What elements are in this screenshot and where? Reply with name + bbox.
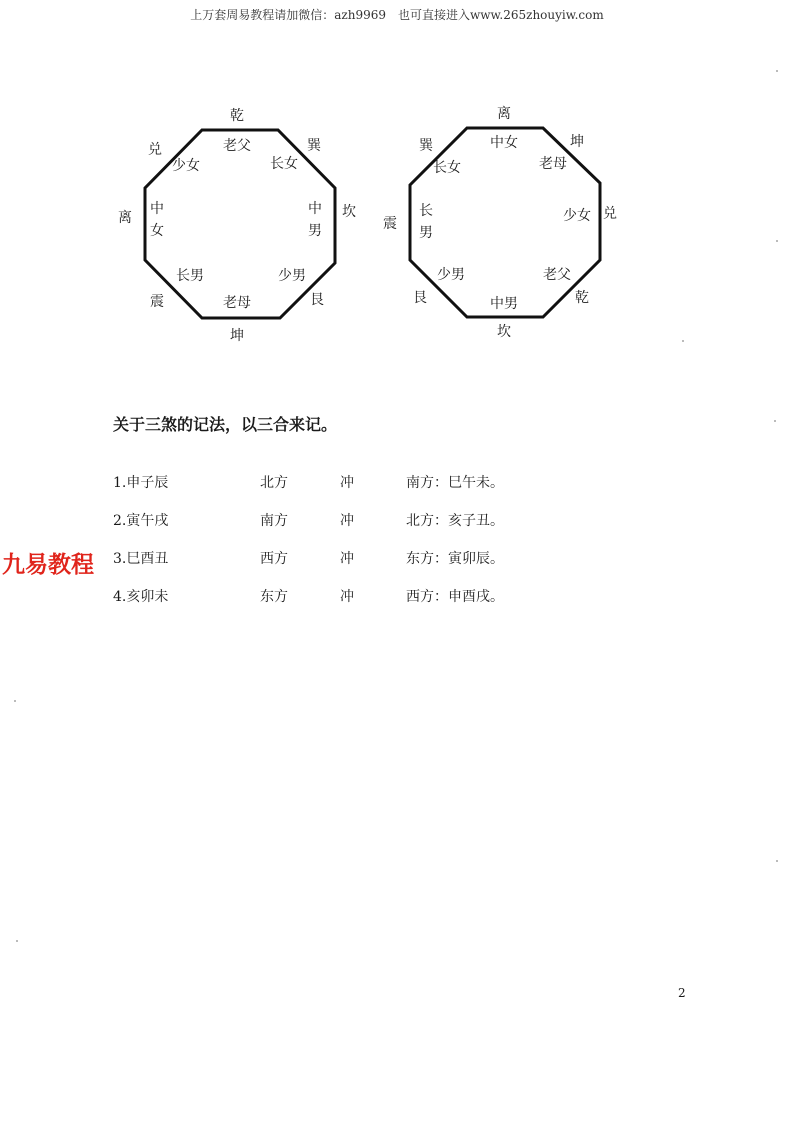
- clash: 冲: [340, 475, 354, 491]
- direction: 东方: [260, 589, 288, 605]
- trigram-bottom-left: 震: [150, 294, 164, 310]
- result: 南方：巳午未。: [406, 475, 504, 491]
- trigram-bottom: 坎: [497, 324, 511, 340]
- trigram-left: 震: [383, 216, 397, 232]
- trigram-top-right: 巽: [307, 138, 321, 154]
- family-right: 中男: [308, 201, 322, 239]
- family-bottom-left: 长男: [176, 268, 204, 284]
- scan-speck: [774, 420, 776, 422]
- list-item: [113, 548, 633, 568]
- trigram-top-left: 兑: [148, 142, 162, 158]
- trigram-left: 离: [118, 210, 132, 226]
- family-right: 少女: [563, 208, 591, 224]
- trigram-top: 离: [497, 106, 511, 122]
- page-number: 2: [678, 986, 686, 1000]
- trigram-bottom: 坤: [230, 328, 244, 344]
- combo: 1.申子辰: [113, 475, 169, 491]
- scan-speck: [14, 700, 16, 702]
- trigram-top: 乾: [230, 108, 244, 124]
- family-bottom-right: 少男: [278, 268, 306, 284]
- scan-speck: [16, 940, 18, 942]
- scan-speck: [776, 240, 778, 242]
- clash: 冲: [340, 589, 354, 605]
- bagua-diagram-left: [110, 100, 370, 350]
- family-bottom-right: 老父: [543, 267, 571, 283]
- family-top-left: 长女: [433, 160, 461, 176]
- family-bottom: 中男: [490, 296, 518, 312]
- watermark-logo: 九易教程: [2, 552, 94, 578]
- trigram-bottom-right: 艮: [310, 292, 324, 308]
- scan-speck: [682, 340, 684, 342]
- scan-speck: [776, 70, 778, 72]
- list-item: [113, 510, 633, 530]
- direction: 南方: [260, 513, 288, 529]
- direction: 西方: [260, 551, 288, 567]
- result: 东方：寅卯辰。: [406, 551, 504, 567]
- clash: 冲: [340, 513, 354, 529]
- combo: 2.寅午戌: [113, 513, 169, 529]
- family-top-right: 老母: [539, 156, 567, 172]
- list-item: [113, 472, 633, 492]
- result: 北方：亥子丑。: [406, 513, 504, 529]
- list-item: [113, 586, 633, 606]
- trigram-bottom-right: 乾: [575, 290, 589, 306]
- family-left: 长男: [419, 203, 433, 241]
- family-bottom: 老母: [223, 295, 251, 311]
- family-left: 中女: [150, 201, 164, 239]
- trigram-right: 坎: [342, 204, 356, 220]
- section-title: 关于三煞的记法，以三合来记。: [113, 415, 338, 434]
- combo: 4.亥卯未: [113, 589, 169, 605]
- scan-speck: [776, 860, 778, 862]
- page-header: 上万套周易教程请加微信：azh9969 也可直接进入www.265zhouyiw.com: [190, 8, 604, 22]
- direction: 北方: [260, 475, 288, 491]
- family-top-left: 少女: [172, 158, 200, 174]
- family-top: 中女: [490, 135, 518, 151]
- bagua-diagram-right: [375, 100, 635, 350]
- result: 西方：申酉戌。: [406, 589, 504, 605]
- family-top: 老父: [223, 138, 251, 154]
- trigram-bottom-left: 艮: [413, 290, 427, 306]
- trigram-top-right: 坤: [570, 134, 584, 150]
- family-top-right: 长女: [270, 156, 298, 172]
- combo: 3.巳酉丑: [113, 551, 169, 567]
- clash: 冲: [340, 551, 354, 567]
- family-bottom-left: 少男: [437, 267, 465, 283]
- trigram-right: 兑: [603, 206, 617, 222]
- trigram-top-left: 巽: [419, 138, 433, 154]
